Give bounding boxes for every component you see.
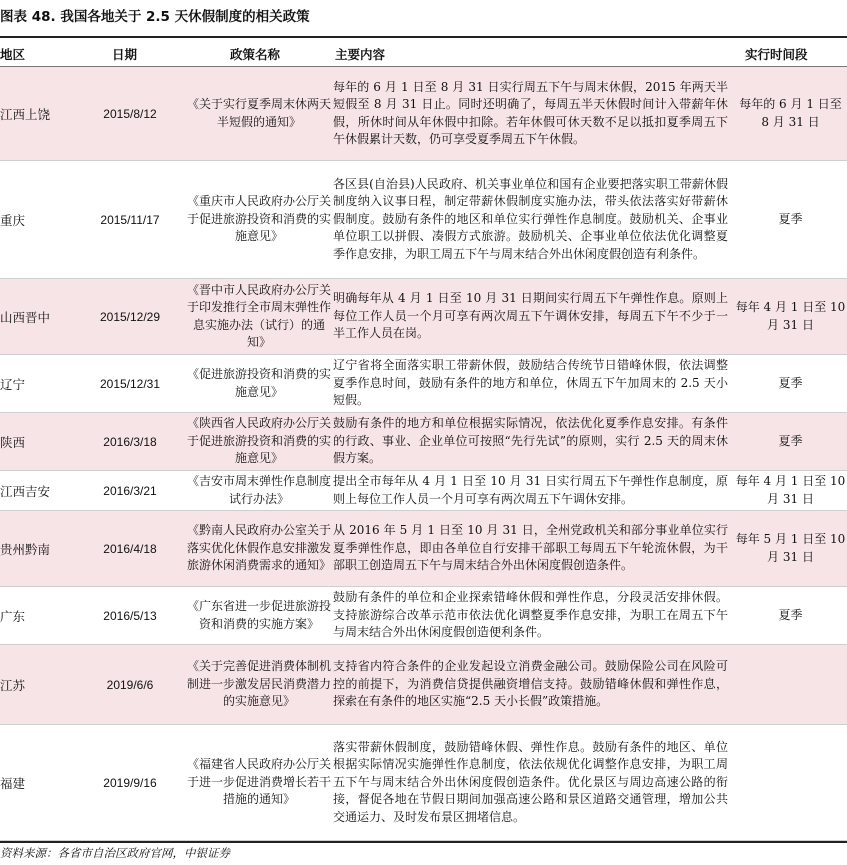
cell-date: 2016/3/18 bbox=[103, 434, 157, 449]
cell-date: 2016/5/13 bbox=[103, 608, 157, 623]
footer-rule bbox=[0, 841, 847, 843]
table-header bbox=[0, 44, 847, 66]
cell-period: 夏季 bbox=[778, 211, 803, 226]
table-row bbox=[0, 471, 847, 511]
cell-policy: 《重庆市人民政府办公厅关于促进旅游投资和消费的实施意见》 bbox=[186, 194, 331, 244]
cell-date: 2016/4/18 bbox=[103, 541, 157, 556]
cell-period: 夏季 bbox=[778, 433, 803, 448]
cell-period: 夏季 bbox=[778, 607, 803, 622]
cell-region: 陕西 bbox=[0, 434, 26, 450]
cell-region: 江苏 bbox=[0, 677, 26, 693]
table-row bbox=[0, 279, 847, 355]
table-row bbox=[0, 413, 847, 471]
header-content: 主要内容 bbox=[335, 47, 386, 62]
cell-region: 辽宁 bbox=[0, 376, 26, 392]
cell-policy: 《促进旅游投资和消费的实施意见》 bbox=[186, 367, 331, 399]
cell-date: 2019/9/16 bbox=[103, 775, 157, 790]
cell-policy: 《陕西省人民政府办公厅关于促进旅游投资和消费的实施意见》 bbox=[186, 416, 331, 466]
title-rule bbox=[0, 36, 847, 38]
cell-region: 江西吉安 bbox=[0, 483, 51, 499]
cell-period: 夏季 bbox=[778, 375, 803, 390]
header-period: 实行时间段 bbox=[745, 47, 808, 62]
cell-content: 支持省内符合条件的企业发起设立消费金融公司。鼓励保险公司在风险可控的前提下，为消费信贷提供融资增信支持。鼓励错峰休假和弹性作息，探索在有条件的地区实施“2.5 天小长假”政策措施。 bbox=[333, 659, 728, 709]
header-region: 地区 bbox=[0, 47, 26, 62]
table-row bbox=[0, 161, 847, 279]
header-date: 日期 bbox=[112, 47, 138, 62]
source-note: 资料来源：各省市自治区政府官网，中银证券 bbox=[0, 846, 230, 860]
table-row bbox=[0, 725, 847, 841]
cell-period: 每年 4 月 1 日至 10 月 31 日 bbox=[735, 300, 846, 332]
cell-content: 鼓励有条件的地方和单位根据实际情况，依法优化夏季作息安排。有条件的行政、事业、企业单位可按照“先行先试”的原则，实行 2.5 天的周末休假方案。 bbox=[333, 416, 728, 466]
cell-period: 每年的 6 月 1 日至 8 月 31 日 bbox=[739, 97, 842, 129]
cell-policy: 《福建省人民政府办公厅关于进一步促进消费增长若干措施的通知》 bbox=[186, 757, 331, 807]
figure-title: 图表 48. 我国各地关于 2.5 天休假制度的相关政策 bbox=[0, 9, 310, 25]
cell-content: 每年的 6 月 1 日至 8 月 31 日实行周五下午与周末休假，2015 年两天半短假至 8 月 31 日止。同时还明确了，每周五半天休假时间计入带薪年休假，所休时间从年休假中扣除。若年休假可休天数不足以抵扣夏季周五下午休假累计天数，仍可享受夏季周五下午休假。 bbox=[333, 79, 728, 146]
cell-content: 提出全市每年从 4 月 1 日至 10 月 31 日实行周五下午弹性作息制度，原则上每位工作人员一个月可享有两次周五下午调休安排。 bbox=[333, 474, 728, 506]
cell-policy: 《黔南人民政府办公室关于落实优化休假作息安排激发旅游休闲消费需求的通知》 bbox=[186, 523, 331, 573]
cell-content: 各区县(自治县)人民政府、机关事业单位和国有企业要把落实职工带薪休假制度纳入议事日程，制定带薪休假制度实施办法，带头依法落实好带薪休假制度。鼓励有条件的地区和单位实行弹性作息制度。鼓励机关、企事业单位职工以拼假、凑假方式旅游。鼓励机关、企事业单位依法优化调整夏季作息安排，为职工周五下午与周末结合外出休闲度假创造有利条件。 bbox=[333, 176, 728, 261]
cell-date: 2016/3/21 bbox=[103, 483, 157, 498]
cell-content: 从 2016 年 5 月 1 日至 10 月 31 日，全州党政机关和部分事业单位实行夏季弹性作息，即由各单位自行安排干部职工每周五下午轮流休假，为干部职工创造周五下午与周末结合外出休闲度假创造条件。 bbox=[333, 523, 728, 573]
cell-date: 2015/12/29 bbox=[99, 309, 161, 324]
cell-date: 2015/12/31 bbox=[99, 376, 161, 391]
cell-date: 2015/8/12 bbox=[103, 106, 157, 121]
cell-region: 贵州黔南 bbox=[0, 541, 51, 557]
cell-content: 落实带薪休假制度，鼓励错峰休假、弹性作息。鼓励有条件的地区、单位根据实际情况实施弹性作息制度，依法依规优化调整作息安排，为职工周五下午与周末结合外出休闲度假创造条件。优化景区与周边高速公路的衔接，督促各地在节假日期间加强高速公路和景区道路交通管理，增加公共交通运力、及时发布景区拥堵信息。 bbox=[333, 739, 728, 824]
cell-region: 山西晋中 bbox=[0, 309, 51, 325]
cell-region: 福建 bbox=[0, 775, 26, 791]
policy-table bbox=[0, 67, 847, 841]
cell-period: 每年 4 月 1 日至 10 月 31 日 bbox=[735, 474, 846, 506]
cell-policy: 《吉安市周末弹性作息制度试行办法》 bbox=[186, 474, 331, 506]
cell-content: 鼓励有条件的单位和企业探索错峰休假和弹性作息，分段灵活安排休假。支持旅游综合改革示范市依法优化调整夏季作息安排，为职工在周五下午与周末结合外出休闲度假创造便利条件。 bbox=[333, 590, 728, 640]
table-row bbox=[0, 511, 847, 587]
header-policy: 政策名称 bbox=[230, 47, 281, 62]
cell-period: 每年 5 月 1 日至 10 月 31 日 bbox=[735, 532, 846, 564]
cell-policy: 《晋中市人民政府办公厅关于印发推行全市周末弹性作息实施办法（试行）的通知》 bbox=[186, 282, 331, 349]
cell-region: 江西上饶 bbox=[0, 106, 51, 122]
cell-region: 重庆 bbox=[0, 212, 26, 228]
cell-policy: 《关于完善促进消费体制机制进一步激发居民消费潜力的实施意见》 bbox=[186, 659, 331, 709]
table-row bbox=[0, 587, 847, 645]
cell-policy: 《广东省进一步促进旅游投资和消费的实施方案》 bbox=[186, 599, 331, 631]
table-row bbox=[0, 67, 847, 161]
table-row bbox=[0, 645, 847, 725]
cell-content: 明确每年从 4 月 1 日至 10 月 31 日期间实行周五下午弹性作息。原则上每位工作人员一个月可享有两次周五下午调休安排，每周五下午不少于一半工作人员在岗。 bbox=[333, 291, 728, 341]
table-row bbox=[0, 355, 847, 413]
cell-policy: 《关于实行夏季周末休两天半短假的通知》 bbox=[186, 97, 331, 129]
cell-region: 广东 bbox=[0, 608, 26, 624]
cell-date: 2015/11/17 bbox=[100, 212, 160, 227]
cell-date: 2019/6/6 bbox=[106, 677, 154, 692]
cell-content: 辽宁省将全面落实职工带薪休假，鼓励结合传统节日错峰休假，依法调整夏季作息时间，鼓励有条件的地方和单位，休周五下午加周末的 2.5 天小短假。 bbox=[333, 358, 728, 408]
